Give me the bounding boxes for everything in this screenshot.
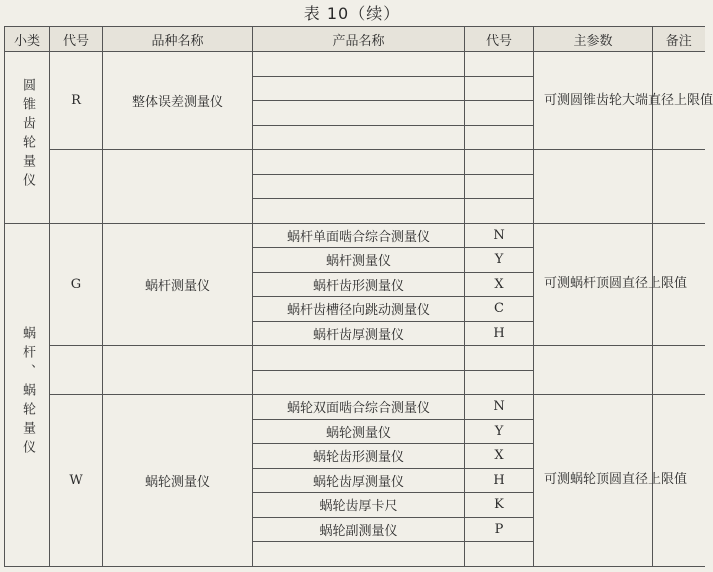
- variety-name-cell: 蜗轮测量仪: [103, 395, 253, 567]
- product-name-cell: 蜗杆齿形测量仪: [253, 272, 465, 297]
- product-name-cell: [253, 125, 465, 150]
- product-name-cell: 蜗轮双面啮合综合测量仪: [253, 395, 465, 420]
- product-name-cell: [253, 199, 465, 224]
- product-name-cell: [253, 174, 465, 199]
- product-code-cell: [465, 174, 534, 199]
- product-name-cell: [253, 52, 465, 77]
- remark-cell: [653, 150, 705, 224]
- header-remark: 备注: [653, 27, 705, 52]
- product-name-cell: [253, 542, 465, 567]
- table-title: 表 10（续）: [303, 4, 401, 23]
- header-subclass: 小类: [5, 27, 50, 52]
- table-row: [5, 395, 705, 420]
- table-row: [5, 150, 705, 175]
- product-code-cell: [465, 346, 534, 371]
- product-code-cell: [465, 52, 534, 77]
- product-code-cell: [465, 370, 534, 395]
- subclass-cell: 圆锥齿轮量仪: [5, 52, 50, 224]
- product-name-cell: [253, 150, 465, 175]
- header-variety: 品种名称: [103, 27, 253, 52]
- product-name-cell: [253, 346, 465, 371]
- param-cell: 可测蜗杆顶圆直径上限值: [534, 223, 653, 346]
- variety-code-cell: [50, 346, 103, 395]
- header-product: 产品名称: [253, 27, 465, 52]
- product-name-cell: 蜗杆齿槽径向跳动测量仪: [253, 297, 465, 322]
- variety-code-cell: R: [50, 52, 103, 150]
- product-code-cell: N: [465, 395, 534, 420]
- product-code-cell: Y: [465, 248, 534, 273]
- header-row: [5, 27, 705, 52]
- product-code-cell: [465, 125, 534, 150]
- product-code-cell: X: [465, 444, 534, 469]
- param-cell: [534, 346, 653, 395]
- product-name-cell: 蜗杆齿厚测量仪: [253, 321, 465, 346]
- product-code-cell: N: [465, 223, 534, 248]
- subclass-cell: 蜗杆、蜗轮量仪: [5, 223, 50, 566]
- variety-name-cell: [103, 150, 253, 224]
- product-name-cell: 蜗轮齿厚卡尺: [253, 493, 465, 518]
- product-code-cell: K: [465, 493, 534, 518]
- product-code-cell: [465, 101, 534, 126]
- product-name-cell: [253, 101, 465, 126]
- param-cell: 可测蜗轮顶圆直径上限值: [534, 395, 653, 567]
- product-name-cell: 蜗杆单面啮合综合测量仪: [253, 223, 465, 248]
- spec-table: [4, 26, 713, 567]
- product-code-cell: [465, 542, 534, 567]
- variety-code-cell: [50, 150, 103, 224]
- product-code-cell: [465, 150, 534, 175]
- product-name-cell: 蜗杆测量仪: [253, 248, 465, 273]
- product-name-cell: 蜗轮齿厚测量仪: [253, 468, 465, 493]
- product-code-cell: Y: [465, 419, 534, 444]
- param-cell: 可测圆锥齿轮大端直径上限值: [534, 52, 653, 150]
- product-code-cell: H: [465, 468, 534, 493]
- product-code-cell: H: [465, 321, 534, 346]
- product-code-cell: [465, 76, 534, 101]
- product-name-cell: 蜗轮副测量仪: [253, 517, 465, 542]
- variety-name-cell: 整体误差测量仪: [103, 52, 253, 150]
- table-row: [5, 52, 705, 77]
- header-param: 主参数: [534, 27, 653, 52]
- variety-code-cell: G: [50, 223, 103, 346]
- product-code-cell: [465, 199, 534, 224]
- product-name-cell: [253, 370, 465, 395]
- variety-name-cell: [103, 346, 253, 395]
- product-code-cell: X: [465, 272, 534, 297]
- variety-name-cell: 蜗杆测量仪: [103, 223, 253, 346]
- product-name-cell: 蜗轮测量仪: [253, 419, 465, 444]
- product-name-cell: [253, 76, 465, 101]
- product-code-cell: C: [465, 297, 534, 322]
- header-code: 代号: [50, 27, 103, 52]
- table-row: [5, 346, 705, 371]
- table-row: [5, 223, 705, 248]
- product-name-cell: 蜗轮齿形测量仪: [253, 444, 465, 469]
- param-cell: [534, 150, 653, 224]
- variety-code-cell: W: [50, 395, 103, 567]
- remark-cell: [653, 346, 705, 395]
- product-code-cell: P: [465, 517, 534, 542]
- header-product-code: 代号: [465, 27, 534, 52]
